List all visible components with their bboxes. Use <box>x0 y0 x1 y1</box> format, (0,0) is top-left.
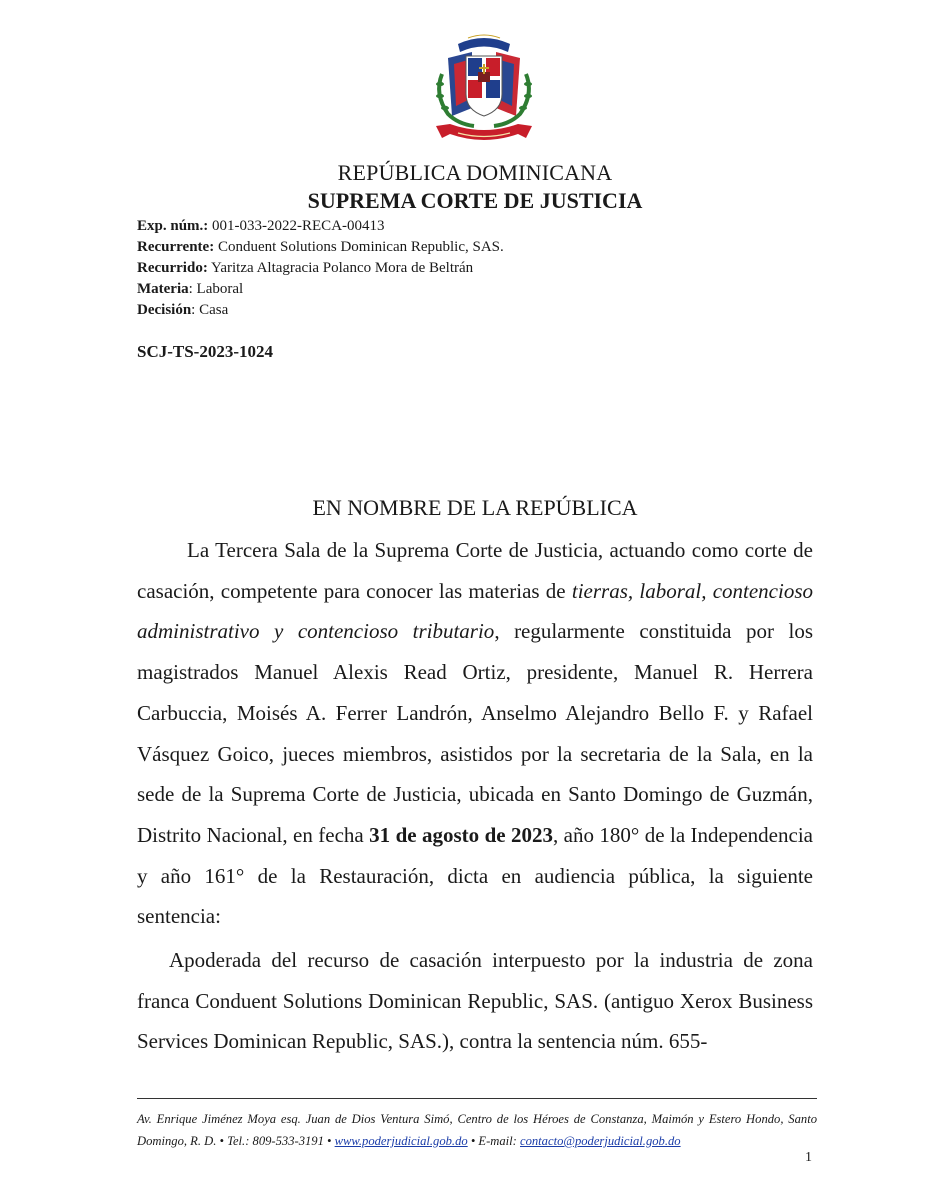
meta-file-number: Exp. núm.: 001-033-2022-RECA-00413 <box>137 218 385 234</box>
header-court-name: SUPREMA CORTE DE JUSTICIA <box>307 188 643 213</box>
header-country: REPÚBLICA DOMINICANA <box>337 160 613 185</box>
meta-appellant: Recurrente: Conduent Solutions Dominican Republic, SAS. <box>137 239 504 255</box>
intro-paragraph: La Tercera Sala de la Suprema Corte de Justicia, actuando como corte de casación, competente para conocer las materias de tierras, laboral, contencioso administrativo y contencioso tributario, regularmente constituida por los magistrados Manuel Alexis Read Ortiz, presidente, Manuel R. Herrera Carbuccia, Moisés A. Ferrer Landrón, Anselmo Alejandro Bello F. y Rafael Vásquez Goico, jueces miembros, asistidos por la secretaria de la Sala, en la sede de la Suprema Corte de Justicia, ubicada en Santo Domingo de Guzmán, Distrito Nacional, en fecha 31 de agosto de 2023, año 180° de la Independencia y año 161° de la Restauración, dicta en audiencia pública, la siguiente sentencia: <box>137 538 814 929</box>
footer-contact: Av. Enrique Jiménez Moya esq. Juan de Dios Ventura Simó, Centro de los Héroes de Constanza, Maimón y Estero Hondo, Santo Domingo, R. D. • Tel.: 809-533-3191 • www.poderjudicial.gob.do • E-mail: contacto@poderjudicial.gob.do <box>137 1112 817 1148</box>
coat-of-arms-logo <box>428 30 540 148</box>
email-link[interactable]: contacto@poderjudicial.gob.do <box>520 1134 681 1148</box>
case-identifier: SCJ-TS-2023-1024 <box>137 342 274 361</box>
meta-respondent: Recurrido: Yaritza Altagracia Polanco Mora de Beltrán <box>137 260 474 276</box>
document-title: EN NOMBRE DE LA REPÚBLICA <box>312 495 638 520</box>
footer-divider <box>137 1098 817 1099</box>
website-link[interactable]: www.poderjudicial.gob.do <box>334 1134 468 1148</box>
body-paragraph: Apoderada del recurso de casación interpuesto por la industria de zona franca Conduent Solutions Dominican Republic, SAS. (antiguo Xerox Business Services Dominican Republic, SAS.), contra la sentencia núm. 655- <box>137 948 813 1054</box>
page-number: 1 <box>805 1150 812 1165</box>
meta-decision: Decisión: Casa <box>137 302 229 318</box>
meta-subject: Materia: Laboral <box>137 281 244 297</box>
hearing-date: 31 de agosto de 2023 <box>369 822 554 847</box>
subject-matters: tierras, laboral, contencioso administrativo y contencioso tributario <box>137 578 814 644</box>
case-metadata <box>137 216 504 321</box>
